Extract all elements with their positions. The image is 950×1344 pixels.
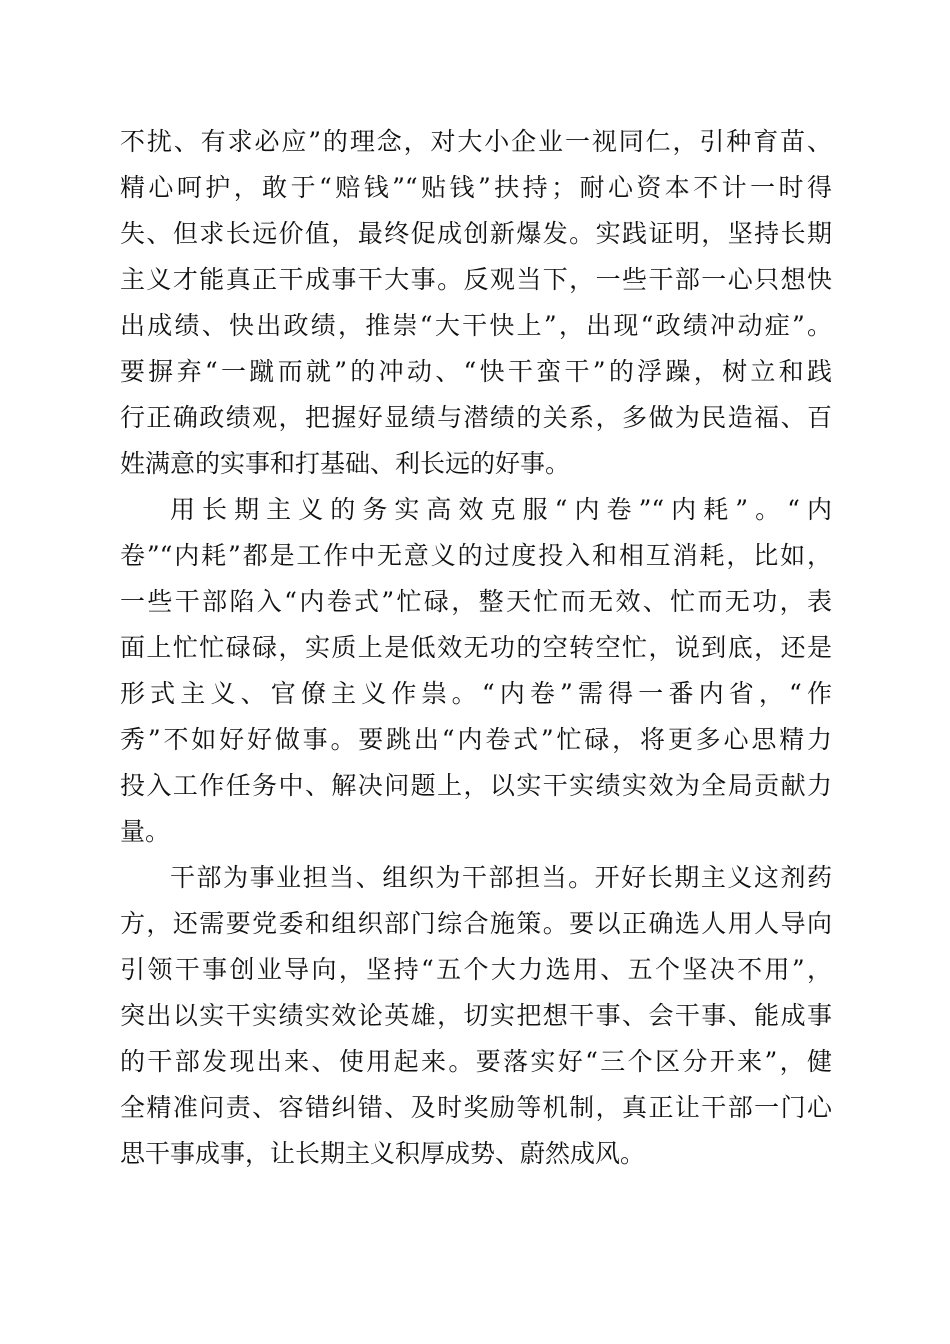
- text-line: 量。: [120, 817, 171, 846]
- text-line: 秀”不如好好做事。要跳出“内卷式”忙碌，将更多心思精力: [120, 725, 832, 754]
- text-line: 投入工作任务中、解决问题上，以实干实绩实效为全局贡献力: [120, 771, 832, 800]
- text-line: 突出以实干实绩实效论英雄，切实把想干事、会干事、能成事: [120, 1001, 832, 1030]
- text-line: 引领干事创业导向，坚持“五个大力选用、五个坚决不用”，: [120, 955, 832, 984]
- text-line: 姓满意的实事和打基础、利长远的好事。: [120, 449, 571, 478]
- text-line: 主义才能真正干成事干大事。反观当下，一些干部一心只想快: [120, 265, 832, 294]
- paragraph: [120, 487, 832, 855]
- text-line: 行正确政绩观，把握好显绩与潜绩的关系，多做为民造福、百: [120, 403, 832, 432]
- text-line: 面上忙忙碌碌，实质上是低效无功的空转空忙，说到底，还是: [120, 633, 832, 662]
- text-line: 卷”“内耗”都是工作中无意义的过度投入和相互消耗，比如，: [120, 541, 832, 570]
- text-line: 不扰、有求必应”的理念，对大小企业一视同仁，引种育苗、: [120, 127, 832, 156]
- document-body: [120, 119, 832, 1177]
- paragraph: [120, 119, 832, 487]
- text-line: 失、但求长远价值，最终促成创新爆发。实践证明，坚持长期: [120, 219, 832, 248]
- text-line: 一些干部陷入“内卷式”忙碌，整天忙而无效、忙而无功，表: [120, 587, 832, 616]
- text-line: 思干事成事，让长期主义积厚成势、蔚然成风。: [120, 1139, 646, 1168]
- paragraph: [120, 855, 832, 1177]
- text-line: 出成绩、快出政绩，推崇“大干快上”，出现“政绩冲动症”。: [120, 311, 832, 340]
- text-line: 用长期主义的务实高效克服“内卷”“内耗”。“内: [170, 495, 832, 524]
- text-line: 的干部发现出来、使用起来。要落实好“三个区分开来”，健: [120, 1047, 832, 1076]
- text-line: 方，还需要党委和组织部门综合施策。要以正确选人用人导向: [120, 909, 832, 938]
- text-line: 形式主义、官僚主义作祟。“内卷”需得一番内省，“作: [120, 679, 832, 708]
- text-line: 精心呵护，敢于“赔钱”“贴钱”扶持；耐心资本不计一时得: [120, 173, 832, 202]
- text-line: 全精准问责、容错纠错、及时奖励等机制，真正让干部一门心: [120, 1093, 832, 1122]
- text-line: 干部为事业担当、组织为干部担当。开好长期主义这剂药: [170, 863, 832, 892]
- text-line: 要摒弃“一蹴而就”的冲动、“快干蛮干”的浮躁，树立和践: [120, 357, 832, 386]
